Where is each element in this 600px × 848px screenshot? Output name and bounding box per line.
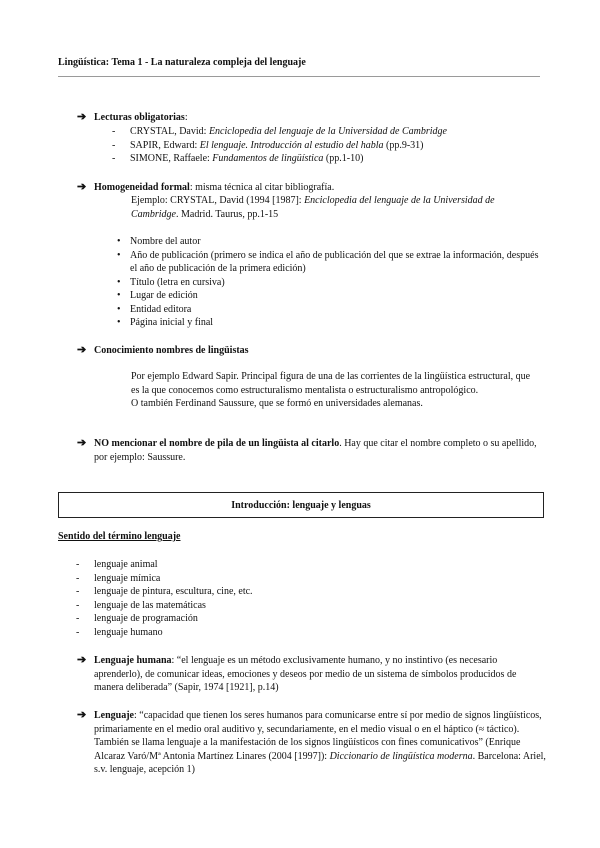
- arrow-icon: ➔: [77, 181, 87, 193]
- list-item: - SIMONE, Raffaele: Fundamentos de lingüística (pp.1-10): [112, 152, 532, 166]
- lenguaje-humana-paragraph: Lenguaje humana: “el lenguaje es un método exclusivamente humano, y no instintivo (es necesario aprenderlo), de comunicar ideas, emociones y deseos por medio de un sistema de símbolos producidos de manera deliberada” (Sapir, 1974 [1921], p.14): [94, 655, 517, 693]
- section-title-box: Introducción: lenguaje y lenguas: [58, 492, 544, 518]
- header-divider: [58, 76, 540, 77]
- list-item: - lenguaje animal: [76, 558, 376, 572]
- lenguaje-title: Lenguaje: [94, 710, 134, 721]
- list-item: • Página inicial y final: [117, 316, 547, 330]
- citation-elements-list: [117, 235, 547, 330]
- list-item: - lenguaje de programación: [76, 612, 376, 626]
- list-item: • Título (letra en cursiva): [117, 276, 547, 290]
- arrow-icon: ➔: [77, 437, 87, 449]
- list-item: • Nombre del autor: [117, 235, 547, 249]
- conocimiento-body: [131, 370, 531, 411]
- list-item: - CRYSTAL, David: Enciclopedia del lenguaje de la Universidad de Cambridge: [112, 125, 532, 139]
- homogeneidad-title: Homogeneidad formal: [94, 182, 190, 193]
- conocimiento-paragraph-1: Por ejemplo Edward Sapir. Principal figura de una de las corrientes de la lingüística estructural, que es la que conocemos como estructuralismo mentalista o estructuralismo antropológico.: [131, 371, 531, 396]
- homogeneidad-example: Ejemplo: CRYSTAL, David (1994 [1987]: Enciclopedia del lenguaje de la Universidad de Cambridge. Madrid. Taurus, pp.1-15: [131, 195, 495, 220]
- no-mencionar-title: NO mencionar el nombre de pila de un lingüista al citarlo: [94, 438, 340, 449]
- section-heading: Sentido del término lenguaje: [58, 531, 181, 542]
- conocimiento-title: Conocimiento nombres de lingüistas: [94, 345, 249, 356]
- list-item: • Año de publicación (primero se indica el año de publicación del que se extrae la información, después el año de publicación de la primera edición): [117, 249, 547, 276]
- page-header: Lingüística: Tema 1 - La naturaleza compleja del lenguaje: [58, 57, 306, 68]
- list-item: • Lugar de edición: [117, 289, 547, 303]
- homogeneidad-heading: Homogeneidad formal: misma técnica al citar bibliografía.: [94, 182, 335, 193]
- arrow-icon: ➔: [77, 344, 87, 356]
- arrow-icon: ➔: [77, 709, 87, 721]
- arrow-icon: ➔: [77, 654, 87, 666]
- lenguaje-paragraph: Lenguaje: “capacidad que tienen los seres humanos para comunicarse entre sí por medio de signos lingüísticos, primariamente en el medio oral auditivo y, secundariamente, en el medio visual o en el háptico (≈ táctico). También se llama lenguaje a la manifestación de los signos lingüísticos con fines comunicativos” (Enrique Alcaraz Varó/Mª Antonia Martínez Linares (2004 [1997]): Diccionario de lingüística moderna. Barcelona: Ariel, s.v. lenguaje, acepción 1): [94, 710, 546, 775]
- book-title: Diccionario de lingüística moderna: [329, 750, 473, 762]
- no-mencionar-paragraph: NO mencionar el nombre de pila de un lingüista al citarlo. Hay que citar el nombre completo o su apellido, por ejemplo: Saussure.: [94, 438, 537, 463]
- list-item: • Entidad editora: [117, 303, 547, 317]
- list-item: - SAPIR, Edward: El lenguaje. Introducción al estudio del habla (pp.9-31): [112, 139, 532, 153]
- list-item: - lenguaje humano: [76, 626, 376, 640]
- lenguaje-humana-title: Lenguaje humana: [94, 655, 172, 666]
- conocimiento-heading: [94, 344, 249, 358]
- arrow-icon: ➔: [77, 111, 87, 123]
- conocimiento-paragraph-2: O también Ferdinand Saussure, que se formó en universidades alemanas.: [131, 398, 423, 409]
- lecturas-heading: Lecturas obligatorias:: [94, 112, 188, 123]
- lecturas-title: Lecturas obligatorias: [94, 112, 185, 123]
- list-item: - lenguaje mímica: [76, 572, 376, 586]
- list-item: - lenguaje de las matemáticas: [76, 599, 376, 613]
- lecturas-list: [112, 125, 532, 166]
- sentido-list: [76, 558, 376, 639]
- list-item: - lenguaje de pintura, escultura, cine, etc.: [76, 585, 376, 599]
